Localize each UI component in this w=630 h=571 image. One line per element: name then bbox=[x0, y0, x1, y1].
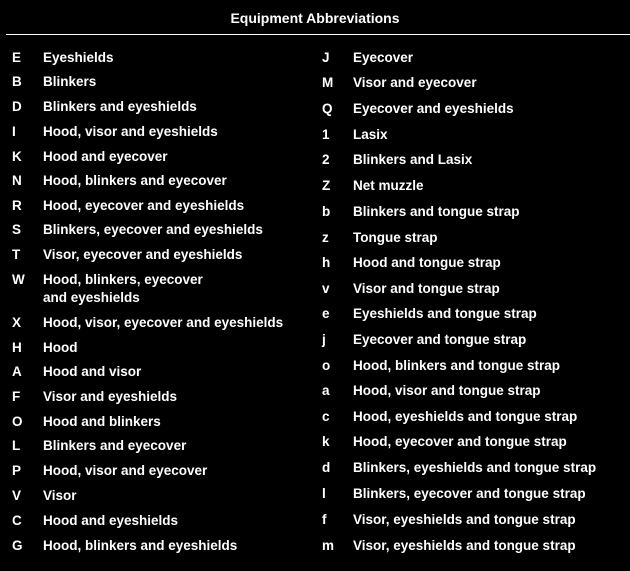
abbr-code: d bbox=[322, 460, 331, 475]
abbr-desc: Hood, blinkers and eyeshields bbox=[43, 538, 238, 553]
abbr-code: k bbox=[322, 434, 330, 449]
abbr-code: W bbox=[12, 272, 25, 287]
abbr-desc: Blinkers, eyecover and tongue strap bbox=[353, 486, 586, 501]
title-divider bbox=[6, 34, 630, 35]
abbr-code: D bbox=[12, 99, 22, 114]
abbr-desc: Eyecover and tongue strap bbox=[353, 332, 527, 347]
abbr-code: f bbox=[322, 512, 327, 527]
abbr-code: l bbox=[322, 486, 326, 501]
abbr-desc: Hood, eyecover and tongue strap bbox=[353, 434, 567, 449]
abbr-code: b bbox=[322, 204, 331, 219]
abbr-code: v bbox=[322, 281, 330, 296]
abbr-code: L bbox=[12, 438, 21, 453]
abbr-desc: Hood, eyecover and eyeshields bbox=[43, 198, 245, 213]
abbr-desc: Eyeshields bbox=[43, 50, 114, 65]
abbr-code: A bbox=[12, 364, 22, 379]
abbr-desc: Hood, visor and eyecover bbox=[43, 463, 208, 478]
abbr-code: X bbox=[12, 315, 22, 330]
abbr-code: o bbox=[322, 358, 331, 373]
abbr-code: J bbox=[322, 50, 330, 65]
abbr-desc: Visor, eyecover and eyeshields bbox=[43, 247, 243, 262]
table-title: Equipment Abbreviations bbox=[230, 10, 400, 26]
abbr-desc: Visor, eyeshields and tongue strap bbox=[353, 512, 576, 527]
abbr-code: Q bbox=[322, 101, 333, 116]
abbr-code: m bbox=[322, 538, 335, 553]
abbr-code: C bbox=[12, 513, 22, 528]
abbr-code: M bbox=[322, 75, 334, 90]
abbr-code: 2 bbox=[322, 152, 330, 167]
abbr-code: c bbox=[322, 409, 330, 424]
abbr-desc: Net muzzle bbox=[353, 178, 424, 193]
abbr-code: B bbox=[12, 74, 22, 89]
abbr-code: K bbox=[12, 149, 22, 164]
abbr-desc: Visor and eyecover bbox=[353, 75, 477, 90]
abbr-code: F bbox=[12, 389, 21, 404]
abbr-desc: Lasix bbox=[353, 127, 388, 142]
abbr-desc: Visor and eyeshields bbox=[43, 389, 178, 404]
abbr-code: E bbox=[12, 50, 22, 65]
abbr-desc: Hood and eyeshields bbox=[43, 513, 179, 528]
abbr-code: S bbox=[12, 222, 22, 237]
abbr-desc: Visor, eyeshields and tongue strap bbox=[353, 538, 576, 553]
abbr-desc: Hood, blinkers and tongue strap bbox=[353, 358, 561, 373]
abbr-desc: Eyecover and eyeshields bbox=[353, 101, 514, 116]
abbr-desc: Eyeshields and tongue strap bbox=[353, 306, 537, 321]
abbr-code: j bbox=[322, 332, 326, 347]
abbr-code: N bbox=[12, 173, 22, 188]
abbr-desc: Hood, visor and eyeshields bbox=[43, 124, 218, 139]
abbr-desc: Hood, visor, eyecover and eyeshields bbox=[43, 315, 284, 330]
abbr-desc: Blinkers bbox=[43, 74, 97, 89]
abbr-desc: Hood bbox=[43, 340, 78, 355]
abbr-code: H bbox=[12, 340, 22, 355]
abbr-desc: Hood, blinkers, eyecover and eyeshields bbox=[43, 272, 203, 305]
abbr-desc: Tongue strap bbox=[353, 230, 438, 245]
abbr-code: a bbox=[322, 383, 330, 398]
abbr-code: h bbox=[322, 255, 331, 270]
abbr-desc: Blinkers and Lasix bbox=[353, 152, 473, 167]
abbr-code: z bbox=[322, 230, 329, 245]
abbr-desc: Blinkers and tongue strap bbox=[353, 204, 520, 219]
abbr-desc: Hood and eyecover bbox=[43, 149, 168, 164]
abbr-code: P bbox=[12, 463, 22, 478]
abbr-code: I bbox=[12, 124, 16, 139]
abbr-desc: Hood, eyeshields and tongue strap bbox=[353, 409, 578, 424]
abbr-desc: Eyecover bbox=[353, 50, 414, 65]
abbr-desc: Blinkers and eyecover bbox=[43, 438, 187, 453]
abbr-code: Z bbox=[322, 178, 331, 193]
abbr-code: V bbox=[12, 488, 22, 503]
abbr-code: O bbox=[12, 414, 23, 429]
abbr-desc: Blinkers, eyecover and eyeshields bbox=[43, 222, 263, 237]
abbr-code: G bbox=[12, 538, 23, 553]
abbr-desc: Hood and blinkers bbox=[43, 414, 161, 429]
abbr-desc: Visor and tongue strap bbox=[353, 281, 500, 296]
abbr-code: e bbox=[322, 306, 330, 321]
abbr-code: R bbox=[12, 198, 22, 213]
abbr-desc: Hood, blinkers and eyecover bbox=[43, 173, 227, 188]
abbr-code: 1 bbox=[322, 127, 330, 142]
abbr-desc: Blinkers and eyeshields bbox=[43, 99, 197, 114]
abbr-desc: Hood and tongue strap bbox=[353, 255, 501, 270]
abbr-desc: Blinkers, eyeshields and tongue strap bbox=[353, 460, 597, 475]
abbr-desc: Visor bbox=[43, 488, 77, 503]
abbr-desc: Hood, visor and tongue strap bbox=[353, 383, 541, 398]
abbr-code: T bbox=[12, 247, 21, 262]
abbr-desc: Hood and visor bbox=[43, 364, 142, 379]
